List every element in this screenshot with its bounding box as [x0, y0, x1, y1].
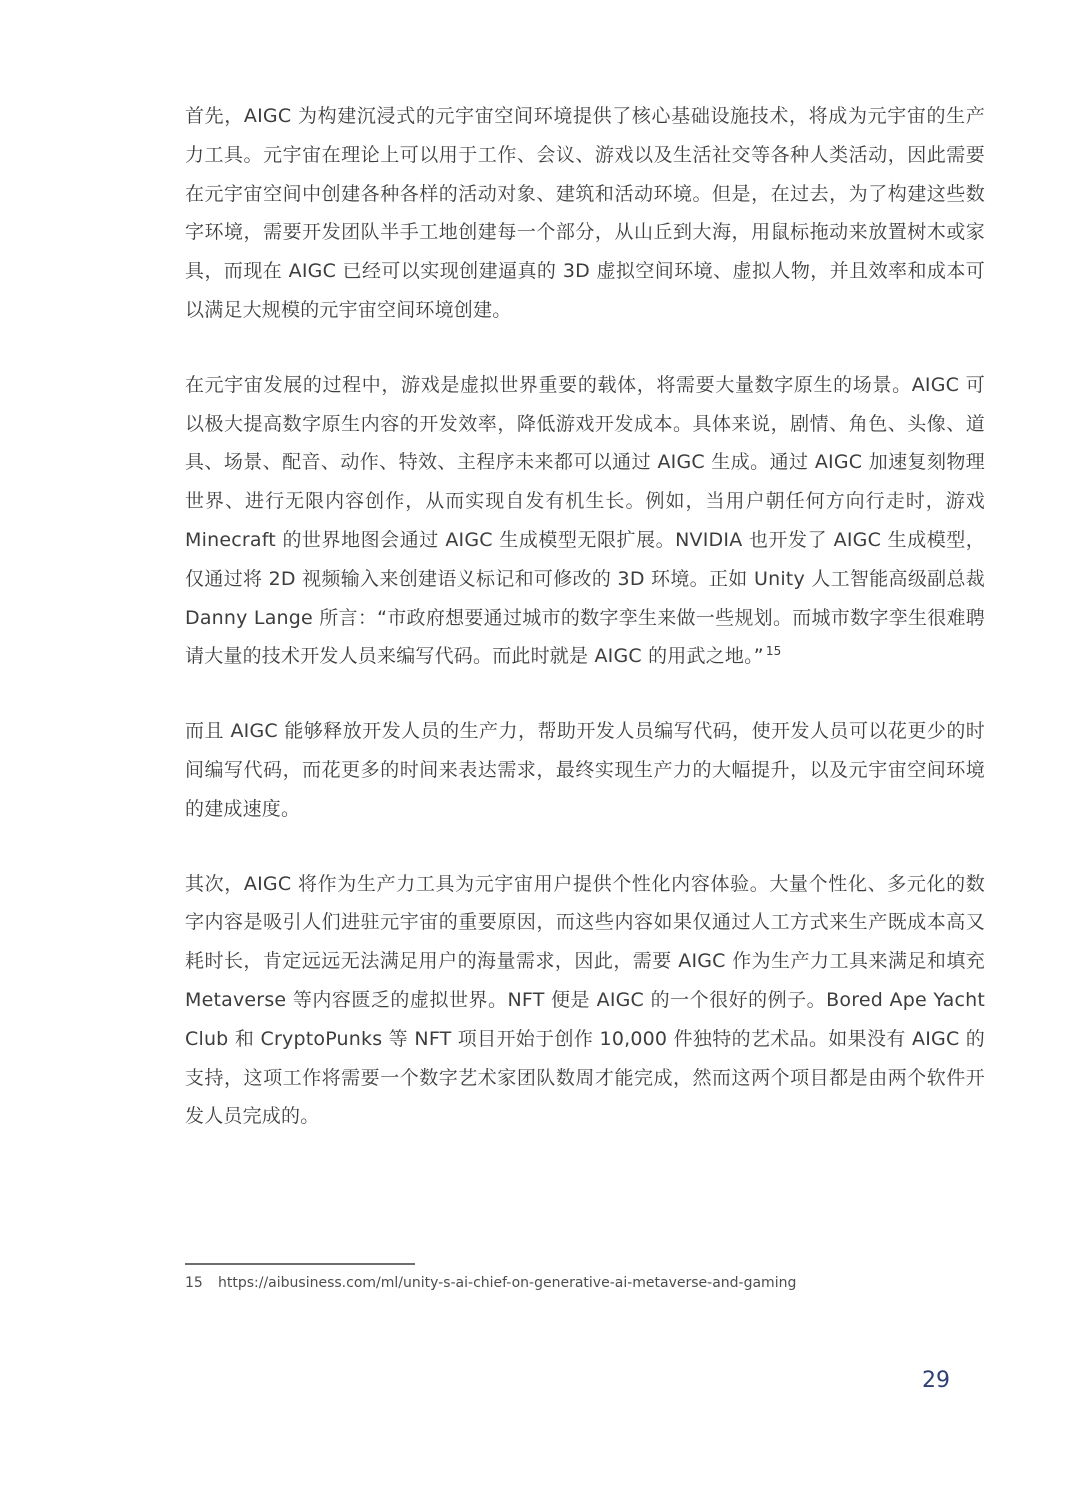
page-number: 29 [922, 1368, 950, 1393]
paragraph-3-text: 而且 AIGC 能够释放开发人员的生产力，帮助开发人员编写代码，使开发人员可以花更少的时间编写代码，而花更多的时间来表达需求，最终实现生产力的大幅提升，以及元宇宙空间环境的建成速度。 [185, 720, 985, 820]
paragraph-4-text: 其次，AIGC 将作为生产力工具为元宇宙用户提供个性化内容体验。大量个性化、多元化的数字内容是吸引人们进驻元宇宙的重要原因，而这些内容如果仅通过人工方式来生产既成本高又耗时长，肯定远远无法满足用户的海量需求，因此，需要 AIGC 作为生产力工具来满足和填充 Metaverse 等内容匮乏的虚拟世界。NFT 便是 AIGC 的一个很好的例子。Bored Ape Yacht Club 和 CryptoPunks 等 NFT 项目开始于创作 10,000 件独特的艺术品。如果没有 AIGC 的支持，这项工作将需要一个数字艺术家团队数周才能完成，然而这两个项目都是由两个软件开发人员完成的。 [185, 872, 985, 1128]
footnote [185, 1273, 985, 1293]
paragraph-1-text: 首先，AIGC 为构建沉浸式的元宇宙空间环境提供了核心基础设施技术，将成为元宇宙的生产力工具。元宇宙在理论上可以用于工作、会议、游戏以及生活社交等各种人类活动，因此需要在元宇宙空间中创建各种各样的活动对象、建筑和活动环境。但是，在过去，为了构建这些数字环境，需要开发团队半手工地创建每一个部分，从山丘到大海，用鼠标拖动来放置树木或家具，而现在 AIGC 已经可以实现创建逼真的 3D 虚拟空间环境、虚拟人物，并且效率和成本可以满足大规模的元宇宙空间环境创建。 [185, 105, 985, 321]
paragraph-3 [185, 712, 985, 828]
footnote-separator [185, 1263, 415, 1265]
footnote-area [185, 1263, 985, 1293]
paragraph-4 [185, 865, 985, 1137]
footnote-reference-15: 15 [765, 644, 782, 659]
footnote-number: 15 [185, 1275, 203, 1291]
page-body-text [185, 97, 985, 1172]
paragraph-1 [185, 97, 985, 330]
paragraph-2 [185, 366, 985, 676]
paragraph-2-text: 在元宇宙发展的过程中，游戏是虚拟世界重要的载体，将需要大量数字原生的场景。AIGC 可以极大提高数字原生内容的开发效率，降低游戏开发成本。具体来说，剧情、角色、头像、道具、场景、配音、动作、特效、主程序未来都可以通过 AIGC 生成。通过 AIGC 加速复刻物理世界、进行无限内容创作，从而实现自发有机生长。例如，当用户朝任何方向行走时，游戏 Minecraft 的世界地图会通过 AIGC 生成模型无限扩展。NVIDIA 也开发了 AIGC 生成模型，仅通过将 2D 视频输入来创建语义标记和可修改的 3D 环境。正如 Unity 人工智能高级副总裁 Danny Lange 所言：“市政府想要通过城市的数字孪生来做一些规划。而城市数字孪生很难聘请大量的技术开发人员来编写代码。而此时就是 AIGC 的用武之地。” [185, 373, 985, 668]
footnote-url-link[interactable]: https://aibusiness.com/ml/unity-s-ai-chief-on-generative-ai-metaverse-and-gaming [218, 1275, 797, 1291]
